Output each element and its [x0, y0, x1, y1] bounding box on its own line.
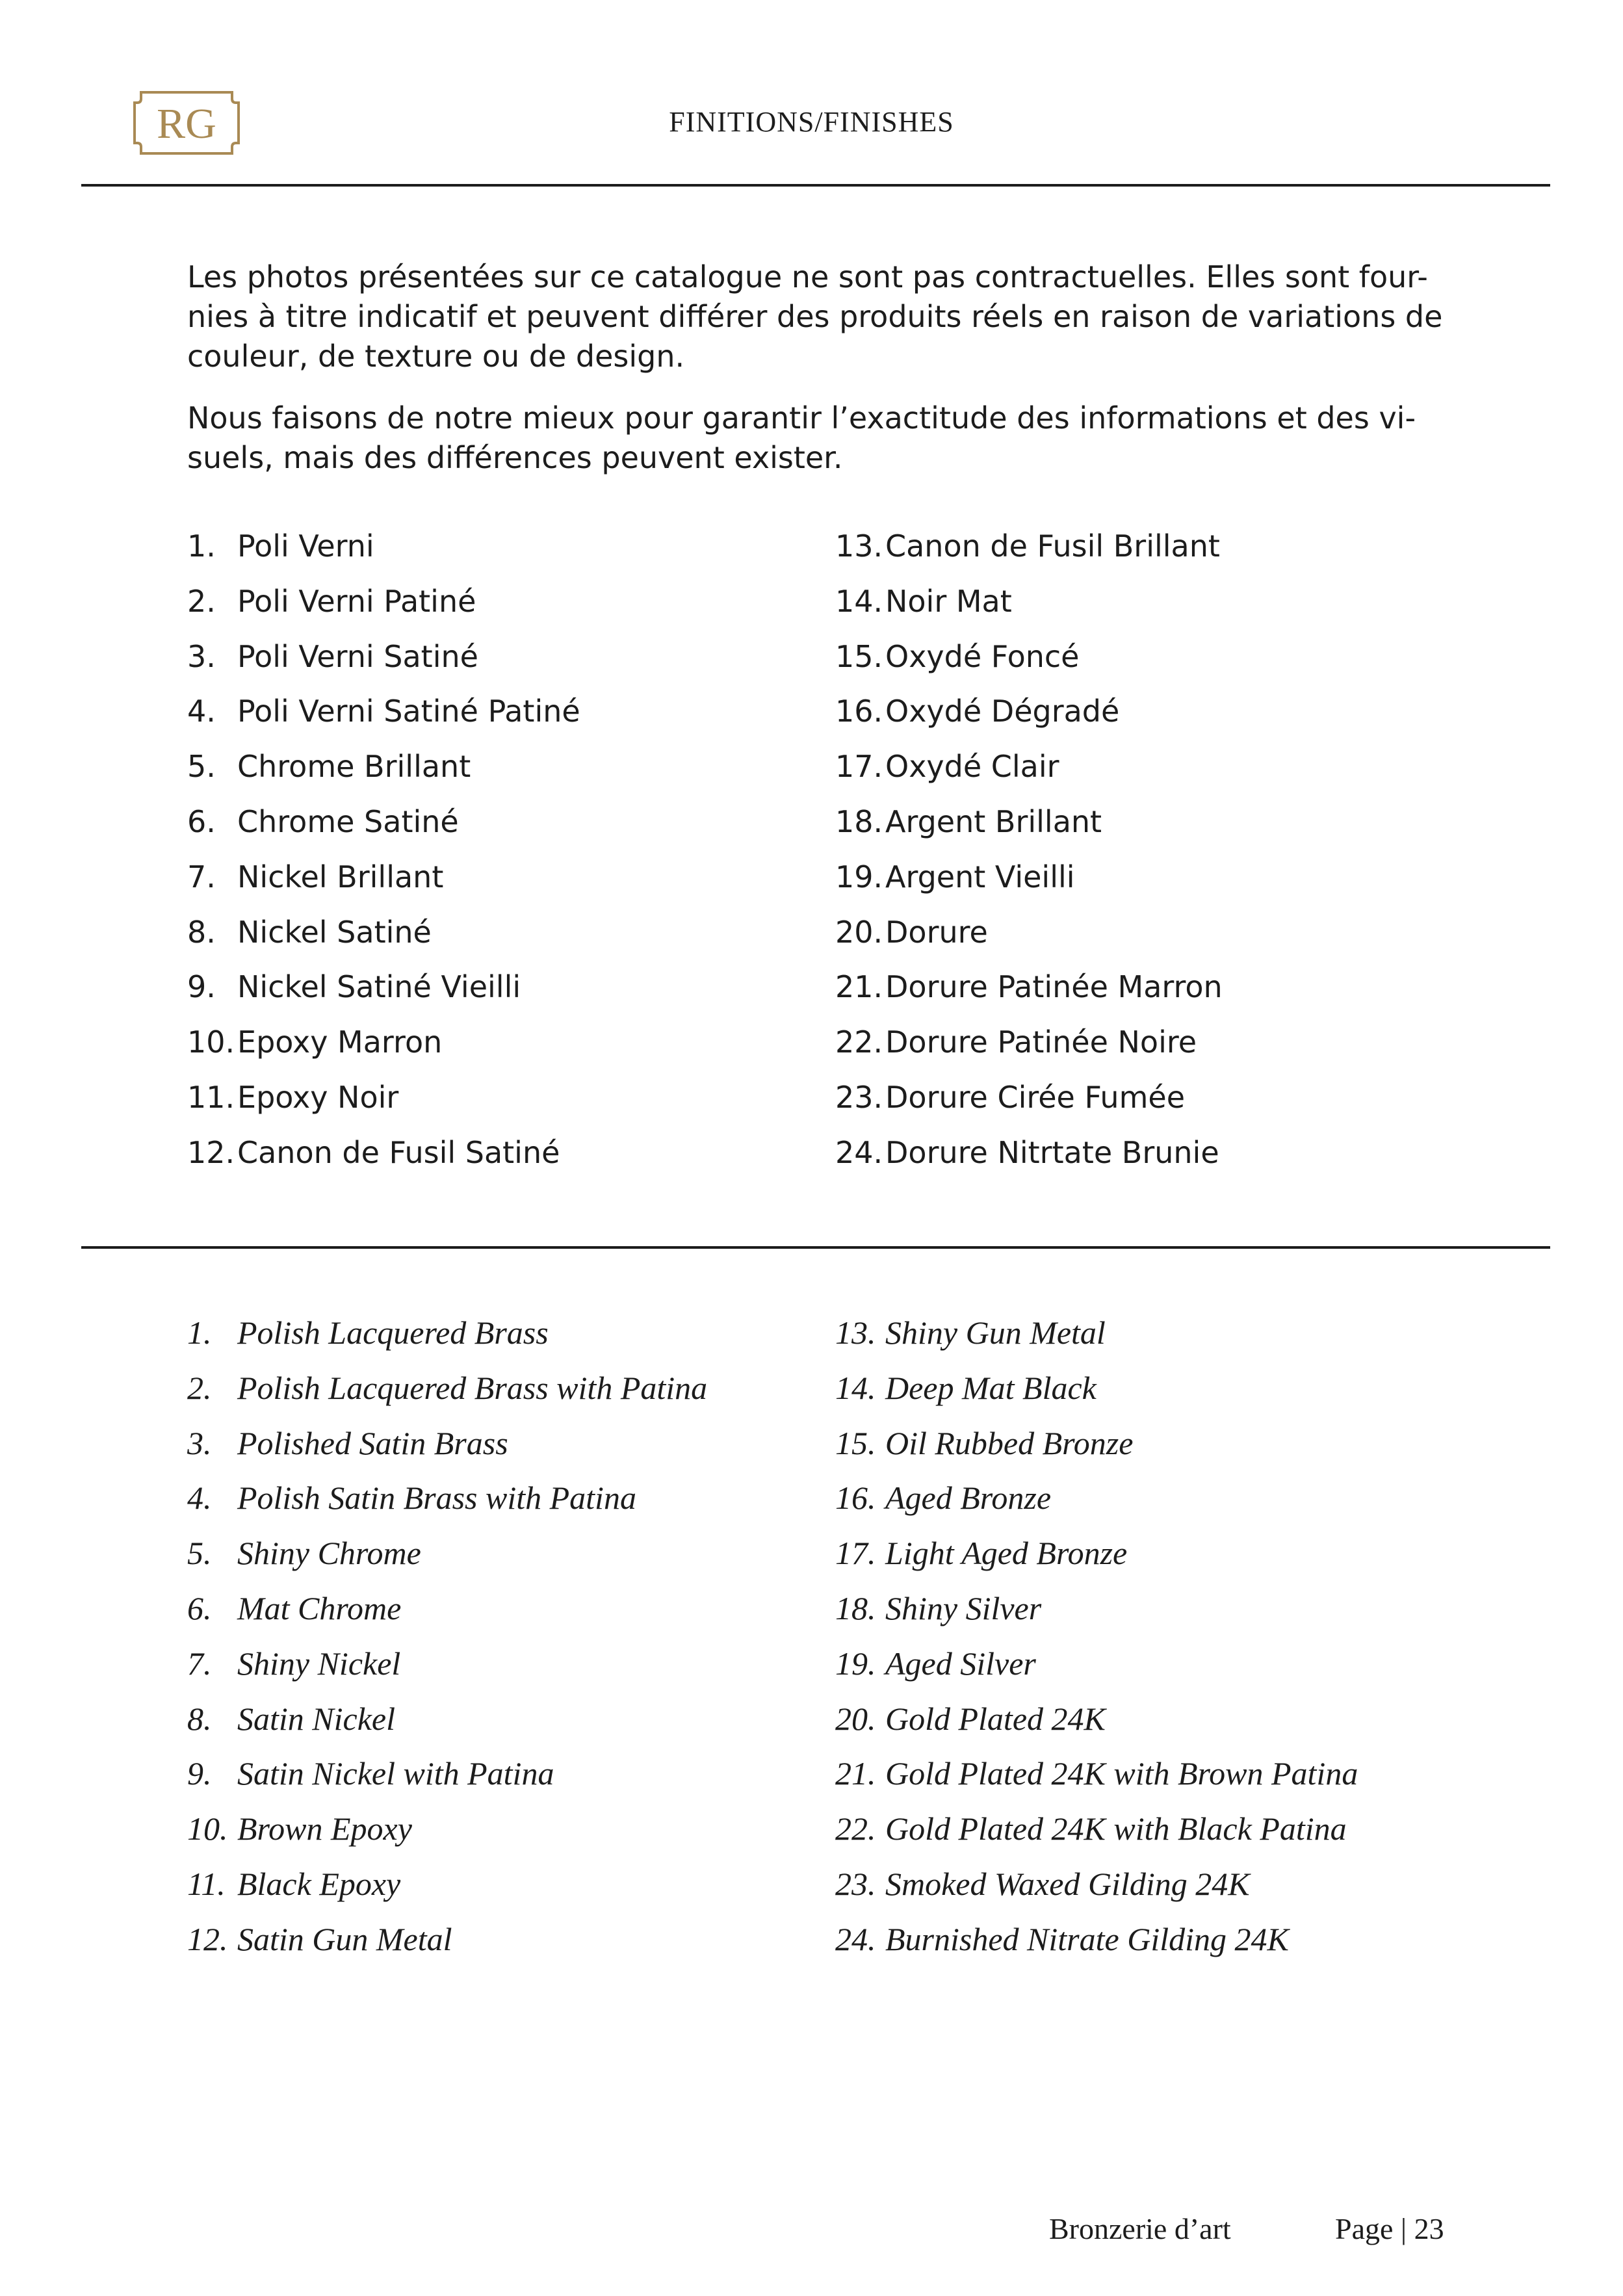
- list-item-label: Smoked Waxed Gilding 24K: [885, 1865, 1250, 1902]
- list-item-label: Shiny Nickel: [237, 1645, 401, 1682]
- list-item-number: 12.: [187, 1920, 228, 1957]
- list-item-number: 21.: [835, 1755, 876, 1792]
- list-item-number: 9.: [187, 1755, 212, 1792]
- french-finish-item: [187, 905, 798, 960]
- list-item-label: Poli Verni Satiné Patiné: [237, 694, 580, 729]
- list-item-number: 23.: [835, 1865, 876, 1902]
- english-finish-item: [187, 1305, 798, 1361]
- french-finishes-list-left: [187, 519, 798, 1181]
- french-finish-item: [835, 1015, 1485, 1070]
- english-finish-item: [835, 1912, 1485, 1967]
- list-item-label: Oil Rubbed Bronze: [885, 1424, 1134, 1461]
- list-item-label: Black Epoxy: [237, 1865, 401, 1902]
- list-item-number: 5.: [187, 749, 216, 785]
- french-finish-item: [835, 959, 1485, 1015]
- french-finish-item: [835, 794, 1485, 850]
- french-finish-item: [835, 629, 1485, 685]
- list-item-number: 15.: [835, 638, 883, 674]
- list-item-label: Dorure: [885, 914, 988, 950]
- list-item-label: Dorure Cirée Fumée: [885, 1079, 1185, 1115]
- list-item-number: 16.: [835, 694, 883, 729]
- english-finish-item: [835, 1801, 1485, 1857]
- list-item-label: Aged Silver: [885, 1645, 1036, 1682]
- french-finish-item: [187, 739, 798, 794]
- french-finish-item: [835, 519, 1485, 574]
- list-item-label: Satin Gun Metal: [237, 1920, 452, 1957]
- list-item-label: Satin Nickel: [237, 1700, 395, 1737]
- list-item-number: 24.: [835, 1920, 876, 1957]
- list-item-number: 4.: [187, 1480, 212, 1517]
- list-item-label: Canon de Fusil Satiné: [237, 1134, 560, 1170]
- list-item-number: 8.: [187, 914, 216, 950]
- list-item-number: 11.: [187, 1079, 235, 1115]
- list-item-label: Epoxy Noir: [237, 1079, 399, 1115]
- french-finish-item: [835, 1070, 1485, 1125]
- list-item-label: Noir Mat: [885, 583, 1012, 619]
- english-finish-item: [187, 1361, 798, 1416]
- english-finish-item: [835, 1691, 1485, 1747]
- list-item-label: Aged Bronze: [885, 1480, 1052, 1517]
- list-item-label: Brown Epoxy: [237, 1810, 412, 1847]
- list-item-label: Satin Nickel with Patina: [237, 1755, 554, 1792]
- list-item-number: 12.: [187, 1134, 235, 1170]
- english-finish-item: [835, 1581, 1485, 1636]
- list-item-label: Epoxy Marron: [237, 1024, 443, 1060]
- list-item-number: 3.: [187, 638, 216, 674]
- list-item-number: 2.: [187, 583, 216, 619]
- english-finish-item: [835, 1470, 1485, 1526]
- list-item-label: Deep Mat Black: [885, 1369, 1097, 1406]
- page-title: FINITIONS/FINISHES: [669, 106, 954, 138]
- page-number: Page | 23: [1335, 2212, 1444, 2245]
- list-item-number: 21.: [835, 969, 883, 1005]
- list-item-label: Chrome Brillant: [237, 749, 471, 785]
- french-finish-item: [187, 794, 798, 850]
- list-item-number: 7.: [187, 859, 216, 894]
- french-finish-item: [835, 574, 1485, 629]
- list-item-label: Light Aged Bronze: [885, 1535, 1128, 1572]
- list-item-number: 10.: [187, 1810, 228, 1847]
- french-finish-item: [187, 684, 798, 739]
- list-item-label: Gold Plated 24K: [885, 1700, 1106, 1737]
- list-item-label: Polish Satin Brass with Patina: [237, 1480, 636, 1517]
- list-item-label: Argent Vieilli: [885, 859, 1075, 894]
- english-finish-item: [187, 1636, 798, 1691]
- list-item-number: 6.: [187, 1589, 212, 1626]
- list-item-number: 8.: [187, 1700, 212, 1737]
- list-item-number: 19.: [835, 1645, 876, 1682]
- english-finishes-list-left: [187, 1305, 798, 1967]
- intro-text: [187, 257, 1451, 500]
- list-item-number: 20.: [835, 1700, 876, 1737]
- list-item-label: Canon de Fusil Brillant: [885, 528, 1220, 564]
- list-item-number: 18.: [835, 803, 883, 839]
- french-finish-item: [187, 519, 798, 574]
- list-item-label: Burnished Nitrate Gilding 24K: [885, 1920, 1289, 1957]
- list-item-label: Oxydé Dégradé: [885, 694, 1120, 729]
- list-item-label: Shiny Gun Metal: [885, 1314, 1106, 1351]
- list-item-number: 22.: [835, 1024, 883, 1060]
- list-item-number: 2.: [187, 1369, 212, 1406]
- list-item-label: Dorure Patinée Marron: [885, 969, 1223, 1005]
- list-item-label: Nickel Satiné Vieilli: [237, 969, 521, 1005]
- french-finish-item: [835, 905, 1485, 960]
- list-item-label: Poli Verni Satiné: [237, 638, 478, 674]
- list-item-label: Poli Verni: [237, 528, 374, 564]
- list-item-label: Shiny Silver: [885, 1589, 1042, 1626]
- english-finish-item: [835, 1526, 1485, 1581]
- list-item-number: 20.: [835, 914, 883, 950]
- french-finish-item: [187, 959, 798, 1015]
- english-finish-item: [187, 1416, 798, 1471]
- french-finish-item: [187, 1015, 798, 1070]
- list-item-number: 9.: [187, 969, 216, 1005]
- english-finish-item: [835, 1361, 1485, 1416]
- section-divider: [81, 1246, 1550, 1249]
- english-finish-item: [187, 1801, 798, 1857]
- english-finish-item: [835, 1857, 1485, 1912]
- list-item-label: Nickel Satiné: [237, 914, 432, 950]
- list-item-number: 1.: [187, 528, 216, 564]
- list-item-number: 17.: [835, 749, 883, 785]
- logo-text: RG: [157, 100, 216, 148]
- list-item-label: Dorure Nitrtate Brunie: [885, 1134, 1219, 1170]
- french-finish-item: [187, 850, 798, 905]
- list-item-number: 15.: [835, 1424, 876, 1461]
- list-item-label: Polished Satin Brass: [237, 1424, 508, 1461]
- list-item-number: 24.: [835, 1134, 883, 1170]
- list-item-number: 3.: [187, 1424, 212, 1461]
- french-finish-item: [187, 1070, 798, 1125]
- french-finish-item: [835, 1125, 1485, 1181]
- list-item-label: Nickel Brillant: [237, 859, 444, 894]
- list-item-number: 16.: [835, 1480, 876, 1517]
- list-item-label: Mat Chrome: [237, 1589, 402, 1626]
- french-finish-item: [835, 850, 1485, 905]
- list-item-label: Dorure Patinée Noire: [885, 1024, 1197, 1060]
- list-item-label: Chrome Satiné: [237, 803, 459, 839]
- english-finish-item: [187, 1526, 798, 1581]
- list-item-number: 17.: [835, 1535, 876, 1572]
- list-item-label: Shiny Chrome: [237, 1535, 421, 1572]
- list-item-label: Gold Plated 24K with Brown Patina: [885, 1755, 1358, 1792]
- english-finish-item: [835, 1746, 1485, 1801]
- list-item-number: 14.: [835, 1369, 876, 1406]
- list-item-number: 6.: [187, 803, 216, 839]
- list-item-label: Polish Lacquered Brass with Patina: [237, 1369, 708, 1406]
- list-item-number: 14.: [835, 583, 883, 619]
- list-item-number: 11.: [187, 1865, 226, 1902]
- intro-paragraph-2: Nous faisons de notre mieux pour garantir l’exactitude des informations et des vi-suels, mais des différences peuvent exister.: [187, 400, 1416, 475]
- footer-brand: Bronzerie d’art: [1049, 2212, 1231, 2245]
- english-finish-item: [187, 1857, 798, 1912]
- list-item-number: 13.: [835, 528, 883, 564]
- english-finish-item: [835, 1305, 1485, 1361]
- english-finish-item: [187, 1691, 798, 1747]
- french-finish-item: [187, 629, 798, 685]
- english-finish-item: [835, 1636, 1485, 1691]
- english-finish-item: [187, 1746, 798, 1801]
- french-finish-item: [187, 574, 798, 629]
- list-item-number: 23.: [835, 1079, 883, 1115]
- french-finish-item: [835, 684, 1485, 739]
- intro-paragraph-1: Les photos présentées sur ce catalogue ne sont pas contractuelles. Elles sont four-nies à titre indicatif et peuvent différer des produits réels en raison de variations de couleur, de texture ou de design.: [187, 259, 1443, 374]
- list-item-label: Argent Brillant: [885, 803, 1102, 839]
- list-item-label: Poli Verni Patiné: [237, 583, 476, 619]
- english-finish-item: [187, 1912, 798, 1967]
- header-divider: [81, 184, 1550, 187]
- list-item-number: 18.: [835, 1589, 876, 1626]
- english-finish-item: [187, 1581, 798, 1636]
- list-item-number: 22.: [835, 1810, 876, 1847]
- list-item-number: 13.: [835, 1314, 876, 1351]
- french-finish-item: [187, 1125, 798, 1181]
- english-finish-item: [835, 1416, 1485, 1471]
- list-item-number: 4.: [187, 694, 216, 729]
- list-item-number: 10.: [187, 1024, 235, 1060]
- list-item-label: Oxydé Clair: [885, 749, 1059, 785]
- list-item-label: Polish Lacquered Brass: [237, 1314, 549, 1351]
- list-item-label: Gold Plated 24K with Black Patina: [885, 1810, 1347, 1847]
- list-item-number: 19.: [835, 859, 883, 894]
- english-finish-item: [187, 1470, 798, 1526]
- list-item-number: 5.: [187, 1535, 212, 1572]
- french-finishes-list-right: [835, 519, 1485, 1181]
- list-item-label: Oxydé Foncé: [885, 638, 1080, 674]
- list-item-number: 1.: [187, 1314, 212, 1351]
- french-finish-item: [835, 739, 1485, 794]
- english-finishes-list-right: [835, 1305, 1485, 1967]
- list-item-number: 7.: [187, 1645, 212, 1682]
